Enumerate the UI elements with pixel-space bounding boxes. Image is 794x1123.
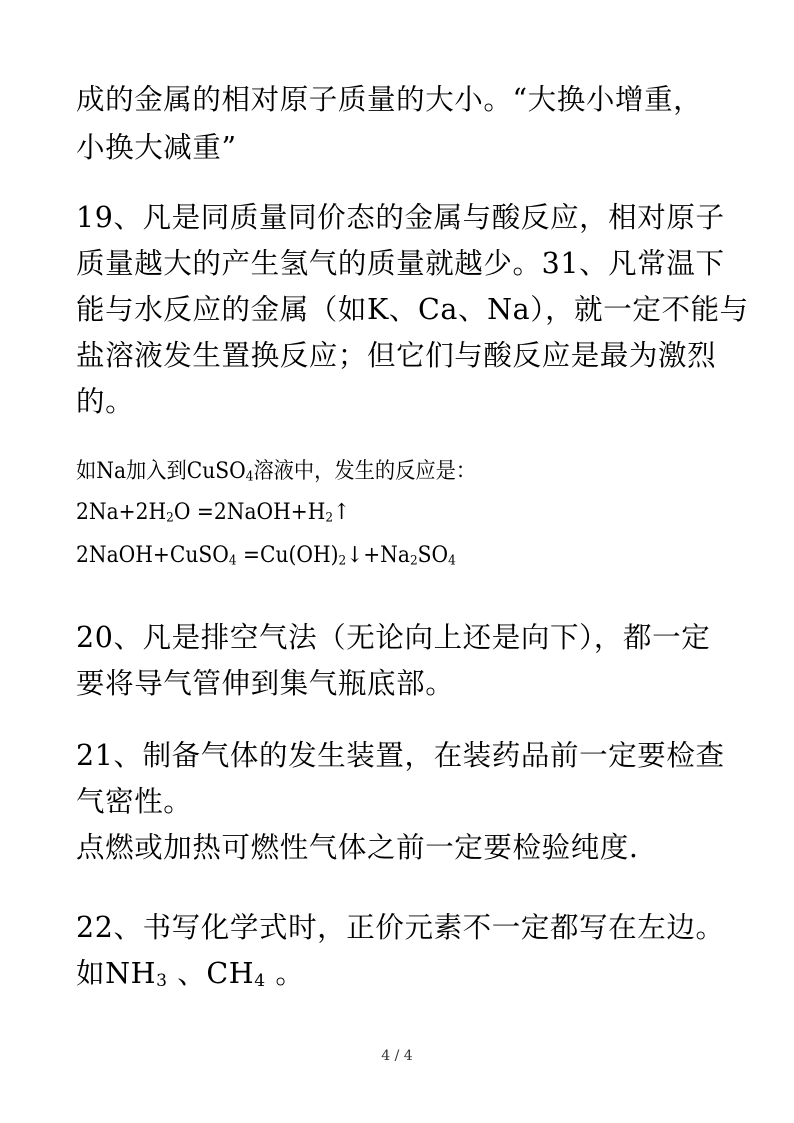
text-line: 20、凡是排空气法（无论向上还是向下），都一定 [76,621,711,654]
equation-2: 2NaOH+CuSO$_4$ $=Cu(OH)_2↓+Na_2SO_4$ [76,543,456,569]
text-line: 小换大减重” [76,131,237,164]
text-line: 要将导气管伸到集气瓶底部。 [76,667,455,700]
text-line: 能与水反应的金属（如K、Ca、Na），就一定不能与 [76,293,749,326]
text-line: 盐溶液发生置换反应；但它们与酸反应是最为激烈 [76,339,717,372]
text-line: 质量越大的产生氢气的质量就越少。31、凡常温下 [76,247,725,280]
text-line: 22、书写化学式时，正价元素不一定都写在左边。 [76,911,725,944]
text-line: 21、制备气体的发生装置，在装药品前一定要检查 [76,739,725,772]
text-line: 点燃或加热可燃性气体之前一定要检验纯度. [76,831,639,864]
text-line: 气密性。 [76,785,193,818]
example-intro: 如Na加入到CuSO$_4$溶液中，发生的反应是： [76,459,477,485]
page-number: 4 / 4 [381,1048,413,1064]
text-line: 成的金属的相对原子质量的大小。“大换小增重， [76,83,703,116]
text-line: 的。 [76,385,135,418]
equation-1: $2Na+2H_2O$ $=2NaOH+H_2↑$ [76,500,351,526]
text-line: 19、凡是同质量同价态的金属与酸反应，相对原子 [76,201,725,234]
text-line: 如$NH_3$ 、$CH_4$ 。 [76,957,305,992]
